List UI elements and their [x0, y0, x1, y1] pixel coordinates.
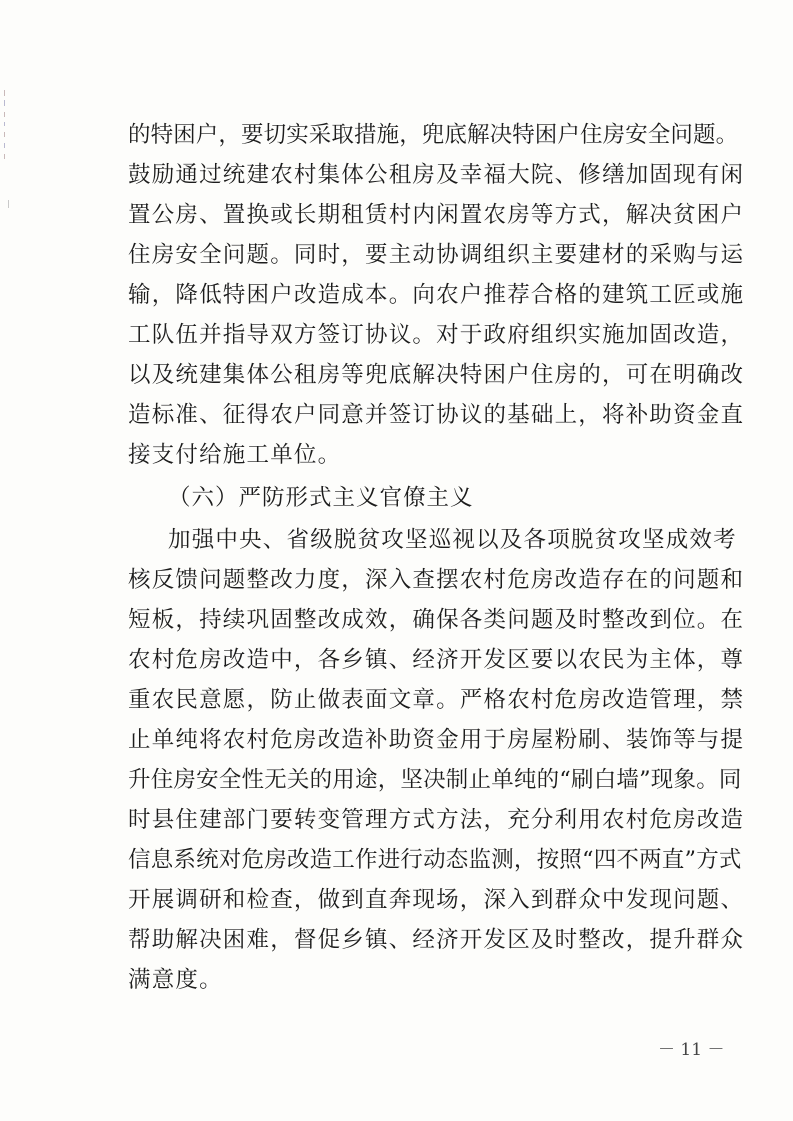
- body-line-17: 升住房安全性无关的用途，坚决制止单纯的“刷白墙”现象。同: [128, 767, 742, 793]
- body-line-12: 核反馈问题整改力度，深入查摆农村危房改造存在的问题和: [128, 567, 745, 593]
- body-line-4: 住房安全问题。同时，要主动协调组织主要建材的采购与运: [128, 242, 745, 268]
- body-line-11: 加强中央、省级脱贫攻坚巡视以及各项脱贫攻坚成效考: [168, 527, 737, 553]
- page-number: － 11 －: [658, 1040, 725, 1060]
- body-line-8: 造标准、征得农户同意并签订协议的基础上，将补助资金直: [128, 402, 745, 428]
- body-line-5: 输，降低特困户改造成本。向农户推荐合格的建筑工匠或施: [128, 282, 745, 308]
- body-line-18: 时县住建部门要转变管理方式方法，充分利用农村危房改造: [128, 807, 745, 833]
- body-line-19: 信息系统对危房改造工作进行动态监测，按照“四不两直”方式: [128, 847, 742, 873]
- body-line-9: 接支付给施工单位。: [128, 442, 342, 468]
- body-line-14: 农村危房改造中，各乡镇、经济开发区要以农民为主体，尊: [128, 647, 745, 673]
- margin-marks: [0, 90, 14, 210]
- section-heading: （六）严防形式主义官僚主义: [168, 485, 474, 511]
- body-line-2: 鼓励通过统建农村集体公租房及幸福大院、修缮加固现有闲: [128, 162, 745, 188]
- body-line-6: 工队伍并指导双方签订协议。对于政府组织实施加固改造，: [128, 322, 745, 348]
- body-line-7: 以及统建集体公租房等兜底解决特困户住房的，可在明确改: [128, 362, 745, 388]
- body-line-22: 满意度。: [128, 967, 223, 993]
- body-line-15: 重农民意愿，防止做表面文章。严格农村危房改造管理，禁: [128, 687, 745, 713]
- body-line-16: 止单纯将农村危房改造补助资金用于房屋粉刷、装饰等与提: [128, 727, 745, 753]
- body-line-3: 置公房、置换或长期租赁村内闲置农房等方式，解决贫困户: [128, 202, 745, 228]
- body-line-21: 帮助解决困难，督促乡镇、经济开发区及时整改，提升群众: [128, 927, 745, 953]
- body-line-20: 开展调研和检查，做到直奔现场，深入到群众中发现问题、: [128, 887, 745, 913]
- body-line-13: 短板，持续巩固整改成效，确保各类问题及时整改到位。在: [128, 607, 745, 633]
- body-line-1: 的特困户，要切实采取措施，兜底解决特困户住房安全问题。: [128, 122, 739, 148]
